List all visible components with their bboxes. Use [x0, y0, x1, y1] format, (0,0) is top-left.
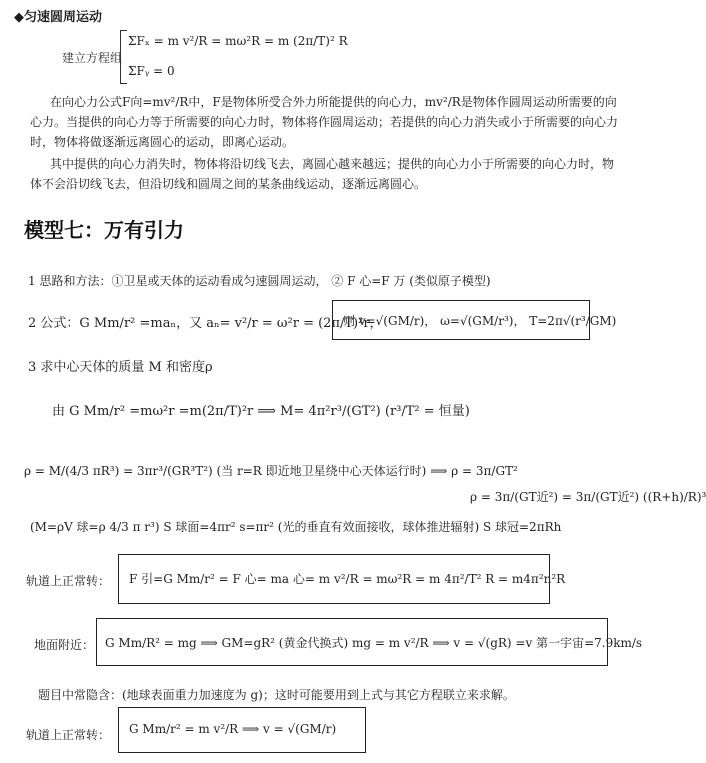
item-formulas: 2 公式：G Mm/r² =maₙ，又 aₙ= v²/r = ω²r = (2π/T)²r，	[28, 316, 383, 331]
orbit-formula-box-1-text: F 引=G Mm/r² = F 心= ma 心= m v²/R = mω²R = m 4π²/T² R = m4π²n²R	[129, 572, 566, 586]
ground-formula-box	[96, 618, 643, 666]
orbit-formula-box-2	[118, 707, 366, 753]
orbit-label-1: 轨道上正常转：	[26, 574, 111, 588]
section-title-uniform-circular-motion: ◆匀速圆周运动	[14, 10, 102, 25]
item-approach: 1 思路和方法：①卫星或天体的运动看成匀速圆周运动， ② F 心=F 万 (类似原子模型)	[28, 274, 491, 288]
ground-formula-box-text: G Mm/R² = mg ⟹ GM=gR² (黄金代换式) mg = m v²/R ⟹ v = √(gR) =v 第一宇宙=7.9km/s	[105, 636, 643, 650]
paragraph-centripetal-force: 在向心力公式F向=mv²/R中，F是物体所受合外力所能提供的向心力，mv²/R是物体作圆周运动所需要的向心力。当提供的向心力等于所需要的向心力时，物体将作圆周运动；若提供的向心力消失或小于所需要的向心力时，物体将做逐渐远离圆心的运动，即离心运动。	[30, 95, 619, 149]
ground-label: 地面附近：	[34, 638, 95, 652]
equation-sum-fy: ΣFᵧ = 0	[128, 64, 175, 78]
paragraph-tangent-motion: 其中提供的向心力消失时，物体将沿切线飞去，离圆心越来越远；提供的向心力小于所需要的向心力时，物体不会沿切线飞去，但沿切线和圆周之间的某条曲线运动，逐渐远离圆心。	[30, 157, 615, 191]
setup-equations-label: 建立方程组	[62, 51, 123, 65]
equation-brace	[120, 30, 127, 84]
equation-sum-fx: ΣFₓ = m v²/R = mω²R = m (2π/T)² R	[128, 34, 348, 48]
orbit-formula-box-1	[118, 554, 566, 604]
item-mass-density: 3 求中心天体的质量 M 和密度ρ	[28, 360, 213, 375]
mass-equation: 由 G Mm/r² =mω²r =m(2π/T)²r ⟹ M= 4π²r³/(GT²) (r³/T² = 恒量)	[52, 404, 470, 419]
orbit-label-2: 轨道上正常转：	[26, 728, 111, 742]
orbit-formula-box-2-text: G Mm/r² = m v²/R ⟹ v = √(GM/r)	[129, 722, 337, 736]
formula-box-v-omega-t	[332, 300, 617, 340]
problem-note: 题目中常隐含：(地球表面重力加速度为 g)；这时可能要用到上式与其它方程联立来求解。	[38, 688, 515, 702]
volume-area-line: (M=ρV 球=ρ 4/3 π r³) S 球面=4πr² s=πr² (光的垂直有效面接收，球体推进辐射) S 球冠=2πRh	[30, 520, 562, 534]
formula-box-v-omega-t-text: 则 v=√(GM/r)， ω=√(GM/r³)， T=2π√(r³/GM)	[343, 314, 617, 328]
density-equation-altitude: ρ = 3π/(GT近²) = 3π/(GT近²) ((R+h)/R)³	[470, 490, 706, 504]
model-seven-title: 模型七：万有引力	[24, 218, 184, 242]
density-equation-near-orbit: ρ = M/(4/3 πR³) = 3πr³/(GR³T²) (当 r=R 即近地卫星绕中心天体运行时) ⟹ ρ = 3π/GT²	[24, 464, 518, 478]
